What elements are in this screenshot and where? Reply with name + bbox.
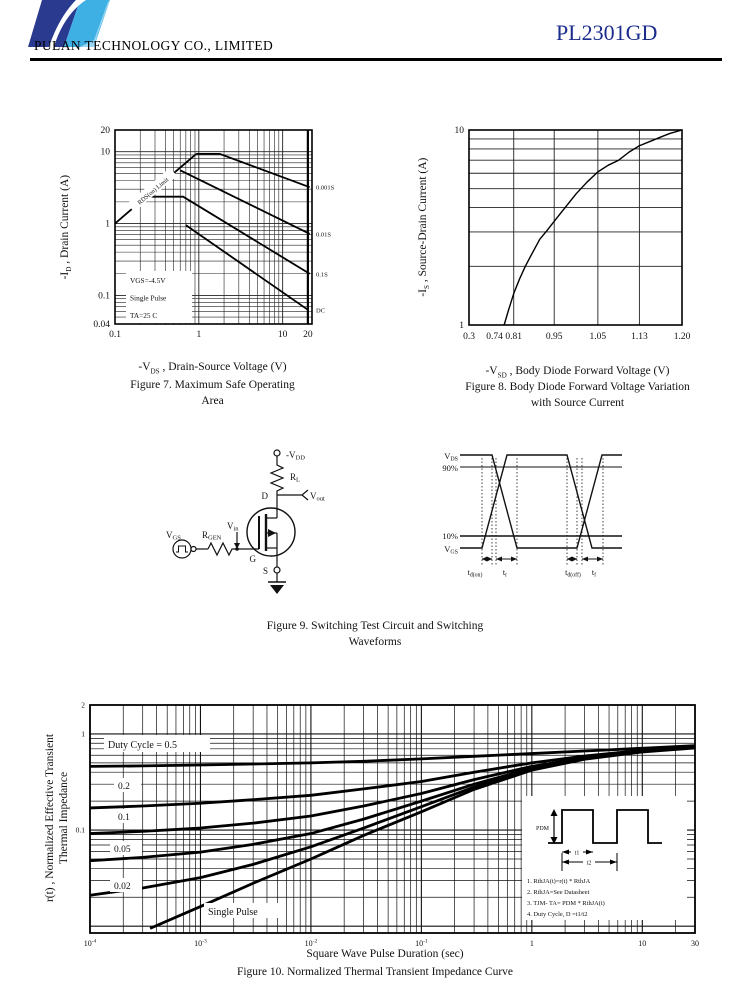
rl-label: RL bbox=[290, 472, 300, 484]
fig10-thermal-chart bbox=[30, 695, 740, 947]
vdd-label: -VDD bbox=[286, 450, 305, 462]
vdd-terminal bbox=[274, 450, 280, 456]
inset-pdm-label: PDM bbox=[535, 826, 549, 832]
wave-90pct-label: 90% bbox=[442, 463, 458, 473]
wave-vds-label: VDS bbox=[444, 451, 458, 463]
svg-text:TA=25 C: TA=25 C bbox=[130, 311, 158, 320]
fig8-caption-line1: Figure 8. Body Diode Forward Voltage Variation bbox=[465, 381, 690, 393]
svg-text:20: 20 bbox=[100, 126, 110, 136]
inset-t2-label: t2 bbox=[586, 860, 592, 867]
svg-text:10-3: $10^{-3}$ bbox=[194, 938, 207, 947]
svg-text:Single Pulse: Single Pulse bbox=[130, 293, 167, 303]
svg-text:DC: DC bbox=[316, 307, 326, 315]
svg-text:0.1: 0.1 bbox=[118, 813, 130, 823]
fig7-limit-label bbox=[127, 168, 177, 212]
svg-text:1: 1 bbox=[105, 219, 110, 230]
svg-text:0.81: 0.81 bbox=[505, 332, 523, 342]
svg-text:0.001S: 0.001S bbox=[316, 184, 335, 192]
fig7-x-axis-label: $-V_{DS}$ , Drain-Source Voltage (V) bbox=[138, 361, 287, 376]
inset-t1-label: t1 bbox=[574, 850, 580, 857]
timing-arrows bbox=[482, 557, 603, 562]
fig7-soa-chart bbox=[40, 108, 385, 350]
vgs-label: VGS bbox=[166, 530, 181, 542]
fig8-y-axis-label: $-I_S$ , Source-Drain Current (A) bbox=[416, 157, 432, 297]
tf-label: tf bbox=[591, 568, 597, 579]
fig8-diode-curve bbox=[504, 130, 682, 325]
gate-label: G bbox=[249, 554, 256, 564]
svg-text:10: 10 bbox=[454, 126, 464, 136]
svg-text:Single Pulse: Single Pulse bbox=[208, 907, 258, 918]
fig10-inset bbox=[522, 796, 687, 920]
svg-text:0.95: 0.95 bbox=[545, 332, 563, 342]
inset-note: 3. TJM- TA= PDM * RthJA(t) bbox=[527, 900, 605, 907]
svg-text:20: 20 bbox=[303, 330, 313, 340]
vout-arrow-icon bbox=[302, 490, 308, 500]
fig7-series bbox=[146, 197, 310, 274]
company-name: PULAN TECHNOLOGY CO., LIMITED bbox=[34, 38, 274, 53]
header-rule bbox=[30, 58, 722, 61]
drain-label: D bbox=[261, 491, 268, 501]
svg-text:10-2: $10^{-2}$ bbox=[304, 938, 318, 947]
fig10-y-axis-label: r(t) , Normalized Effective Transient Thermal Impedance bbox=[44, 733, 70, 903]
fig10-curve-labels bbox=[104, 735, 280, 918]
fig7-caption-line2: Area bbox=[201, 395, 224, 407]
svg-text:1: 1 bbox=[459, 321, 464, 331]
vout-label: Vout bbox=[310, 491, 325, 503]
fig8-caption-line2: with Source Current bbox=[530, 397, 625, 409]
wave-10pct-label: 10% bbox=[442, 531, 458, 541]
fig7-series-labels bbox=[316, 185, 335, 315]
source-label: S bbox=[262, 566, 268, 576]
fig10-caption: Figure 10. Normalized Thermal Transient Impedance Curve bbox=[236, 966, 514, 978]
mosfet-arrow-icon bbox=[268, 529, 276, 537]
source-terminal bbox=[274, 567, 280, 573]
td-on-label: td(on) bbox=[467, 568, 483, 579]
inset-note: 4. Duty Cycle, D =t1/t2 bbox=[527, 911, 588, 918]
vin-arrow-icon bbox=[234, 543, 240, 549]
svg-text:VGS=-4.5V: VGS=-4.5V bbox=[130, 276, 166, 285]
svg-text:0.3: 0.3 bbox=[463, 332, 475, 342]
svg-text:0.1S: 0.1S bbox=[316, 271, 328, 279]
ground-icon bbox=[270, 585, 284, 594]
svg-text:1: 1 bbox=[81, 729, 85, 739]
svg-text:1.05: 1.05 bbox=[589, 332, 607, 342]
vds-trace bbox=[460, 455, 622, 548]
fig8-tick-labels bbox=[455, 126, 691, 342]
inset-note: 1. RthJA(t)=r(t) * RthJA bbox=[527, 878, 591, 885]
resistor-rgen bbox=[208, 543, 237, 555]
svg-text:0.2: 0.2 bbox=[118, 782, 130, 792]
fig9-caption-line1: Figure 9. Switching Test Circuit and Switching bbox=[266, 620, 484, 632]
svg-text:0.1: 0.1 bbox=[109, 330, 121, 340]
svg-text:10: 10 bbox=[277, 330, 288, 340]
part-number: PL2301GD bbox=[556, 20, 658, 45]
svg-text:10: 10 bbox=[100, 147, 110, 158]
svg-text:10-1: $10^{-1}$ bbox=[415, 938, 428, 947]
svg-text:10: 10 bbox=[638, 939, 647, 947]
timing-guides bbox=[482, 458, 603, 566]
tr-label: tr bbox=[502, 568, 508, 579]
resistor-rl bbox=[271, 462, 283, 495]
svg-text:1.13: 1.13 bbox=[631, 332, 648, 342]
fig9-switching-circuit bbox=[150, 432, 440, 612]
fig9-caption-line2: Waveforms bbox=[348, 636, 402, 648]
svg-text:0.05: 0.05 bbox=[114, 845, 131, 855]
fig8-x-axis-label: $-V_{SD}$ , Body Diode Forward Voltage (V) bbox=[485, 365, 670, 380]
pulse-source bbox=[173, 540, 191, 558]
td-off-label: td(off) bbox=[565, 568, 581, 579]
fig8-diode-chart bbox=[405, 108, 750, 350]
fig7-y-axis-label: $-I_D$ , Drain Current (A) bbox=[58, 174, 74, 280]
fig7-conditions bbox=[126, 271, 192, 323]
svg-text:0.74: 0.74 bbox=[486, 332, 503, 342]
fig10-x-axis-label: Square Wave Pulse Duration (sec) bbox=[306, 948, 464, 960]
svg-text:30: 30 bbox=[691, 939, 699, 947]
wave-vgs-label: VGS bbox=[444, 544, 458, 556]
fig7-series bbox=[186, 225, 308, 310]
svg-text:RDS(on) Limit: RDS(on) Limit bbox=[136, 176, 171, 207]
svg-text:Duty Cycle = 0.5: Duty Cycle = 0.5 bbox=[108, 740, 177, 751]
vin-label: Vin bbox=[227, 521, 239, 533]
svg-text:0.04: 0.04 bbox=[93, 320, 110, 330]
svg-text:0.1: 0.1 bbox=[75, 825, 85, 835]
svg-text:1: 1 bbox=[196, 330, 202, 340]
svg-text:0.1: 0.1 bbox=[98, 291, 110, 302]
svg-text:2: 2 bbox=[81, 700, 85, 710]
fig7-caption-line1: Figure 7. Maximum Safe Operating bbox=[130, 379, 295, 391]
svg-text:1.20: 1.20 bbox=[673, 332, 691, 342]
fig8-grid bbox=[469, 130, 682, 325]
inset-note: 2. RthJA=See Datasheet bbox=[527, 889, 590, 896]
svg-text:10-4: $10^{-4}$ bbox=[83, 938, 97, 947]
svg-text:0.02: 0.02 bbox=[114, 882, 131, 892]
rgen-label: RGEN bbox=[202, 530, 222, 542]
fig9-switching-waveforms bbox=[432, 438, 722, 593]
svg-text:1: 1 bbox=[529, 939, 534, 947]
svg-text:0.01S: 0.01S bbox=[316, 231, 331, 239]
pulse-glyph-icon bbox=[176, 546, 188, 552]
